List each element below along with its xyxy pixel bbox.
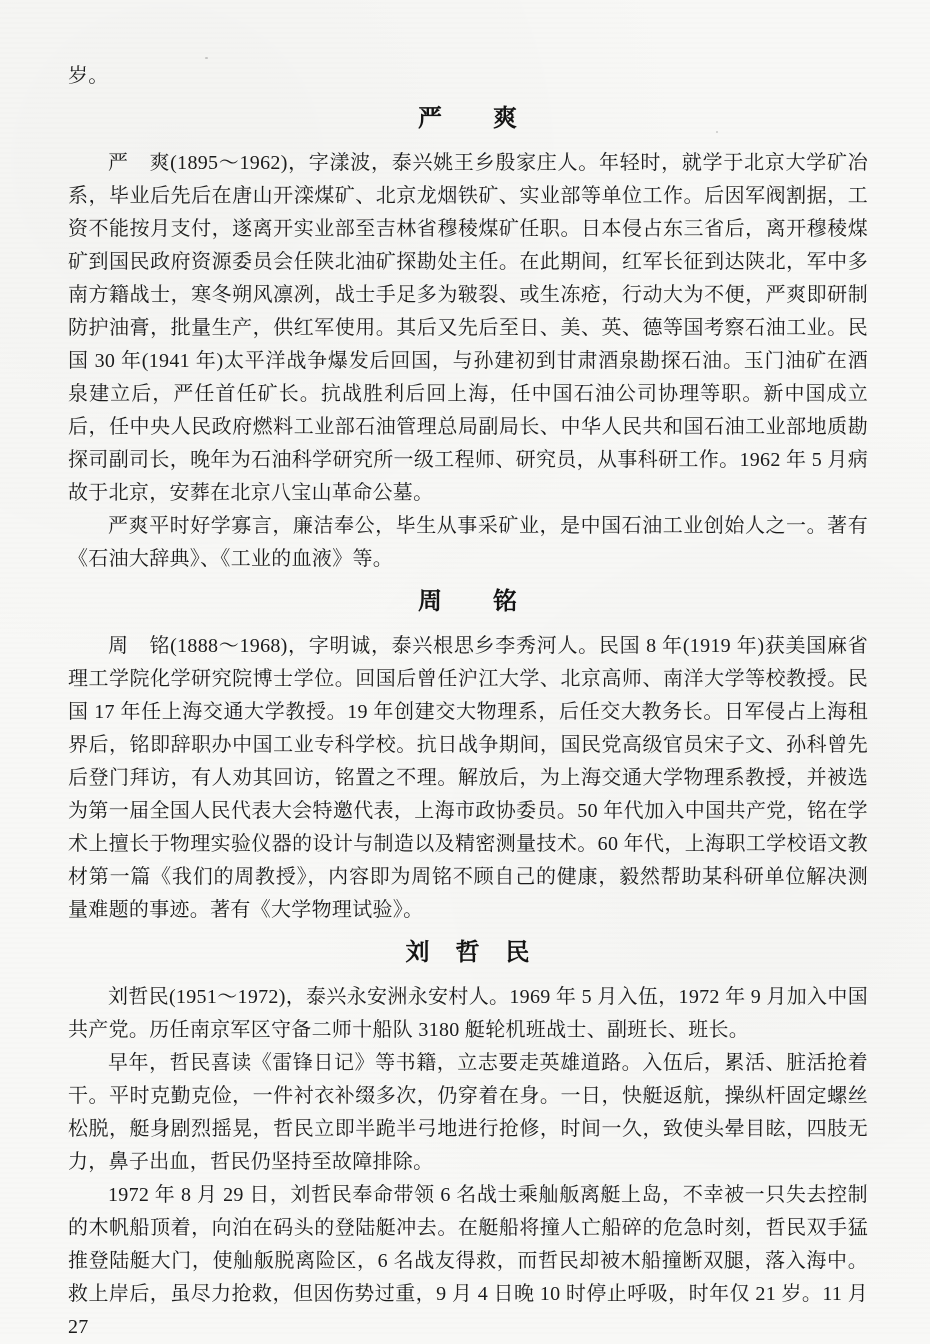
entry-paragraph: 早年，哲民喜读《雷锋日记》等书籍，立志要走英雄道路。入伍后，累活、脏活抢着干。平时克勤克俭，一件衬衣补缀多次，仍穿着在身。一日，快艇返航，操纵杆固定螺丝松脱，艇身剧烈摇晃，哲民立即半跪半弓地进行抢修，时间一久，致使头晕目眩，四肢无力，鼻子出血，哲民仍坚持至故障排除。 xyxy=(68,1052,868,1173)
entry-paragraph: 周 铭(1888～1968)，字明诚，泰兴根思乡李秀河人。民国 8 年(1919 年)获美国麻省理工学院化学研究院博士学位。回国后曾任沪江大学、北京高师、南洋大学等校教授。民国 17 年任上海交通大学教授。19 年创建交大物理系，后任交大教务长。日军侵占上海租界后，铭即辞职办中国工业专科学校。抗日战争期间，国民党高级官员宋子文、孙科曾先后登门拜访，有人劝其回访，铭置之不理。解放后，为上海交通大学物理系教授，并被选为第一届全国人民代表大会特邀代表，上海市政协委员。50 年代加入中国共产党，铭在学术上擅长于物理实验仪器的设计与制造以及精密测量技术。60 年代，上海职工学校语文教材第一篇《我们的周教授》，内容即为周铭不顾自己的健康，毅然帮助某科研单位解决测量难题的事迹。著有《大学物理试验》。 xyxy=(68,635,868,921)
scan-speck xyxy=(205,57,208,59)
entry-paragraph: 刘哲民(1951～1972)，泰兴永安洲永安村人。1969 年 5 月入伍，1972 年 9 月加入中国共产党。历任南京军区守备二师十船队 3180 艇轮机班战士、副班长、班长。 xyxy=(68,986,868,1041)
entry-heading-zhou-ming: 周 铭 xyxy=(418,589,518,615)
entry-heading-liu-zhemin: 刘 哲 民 xyxy=(405,940,531,966)
entry-paragraph: 严 爽(1895～1962)，字漾波，泰兴姚王乡殷家庄人。年轻时，就学于北京大学矿冶系，毕业后先后在唐山开滦煤矿、北京龙烟铁矿、实业部等单位工作。后因军阀割据，工资不能按月支付，遂离开实业部至吉林省穆稜煤矿任职。日本侵占东三省后，离开穆稜煤矿到国民政府资源委员会任陕北油矿探勘处主任。在此期间，红军长征到达陕北，军中多南方籍战士，寒冬朔风凛冽，战士手足多为皲裂、或生冻疮，行动大为不便，严爽即研制防护油膏，批量生产，供红军使用。其后又先后至日、美、英、德等国考察石油工业。民国 30 年(1941 年)太平洋战争爆发后回国，与孙建初到甘肃酒泉勘探石油。玉门油矿在酒泉建立后，严任首任矿长。抗战胜利后回上海，任中国石油公司协理等职。新中国成立后，任中央人民政府燃料工业部石油管理总局副局长、中华人民共和国石油工业部地质勘探司副司长，晚年为石油科学研究所一级工程师、研究员，从事科研工作。1962 年 5 月病故于北京，安葬在北京八宝山革命公墓。 xyxy=(68,152,868,504)
biography-entry-liu-zhemin xyxy=(68,936,868,1344)
entry-paragraph: 1972 年 8 月 29 日，刘哲民奉命带领 6 名战士乘舢舨离艇上岛，不幸被一只失去控制的木帆船顶着，向泊在码头的登陆艇冲去。在艇船将撞人亡船碎的危急时刻，哲民双手猛推登陆艇大门，使舢舨脱离险区，6 名战友得救，而哲民却被木船撞断双腿，落入海中。救上岸后，虽尽力抢救，但因伤势过重，9 月 4 日晚 10 时停止呼吸，时年仅 21 岁。11 月 27 xyxy=(68,1184,868,1338)
biography-entry-zhou-ming xyxy=(68,585,868,927)
entry-heading-yan-shuang: 严 爽 xyxy=(418,106,518,132)
entry-paragraph: 严爽平时好学寡言，廉洁奉公，毕生从事采矿业，是中国石油工业创始人之一。著有《石油大辞典》、《工业的血液》等。 xyxy=(68,515,868,570)
continuation-text: 岁。 xyxy=(68,65,109,87)
biography-entry-yan-shuang xyxy=(68,102,868,576)
